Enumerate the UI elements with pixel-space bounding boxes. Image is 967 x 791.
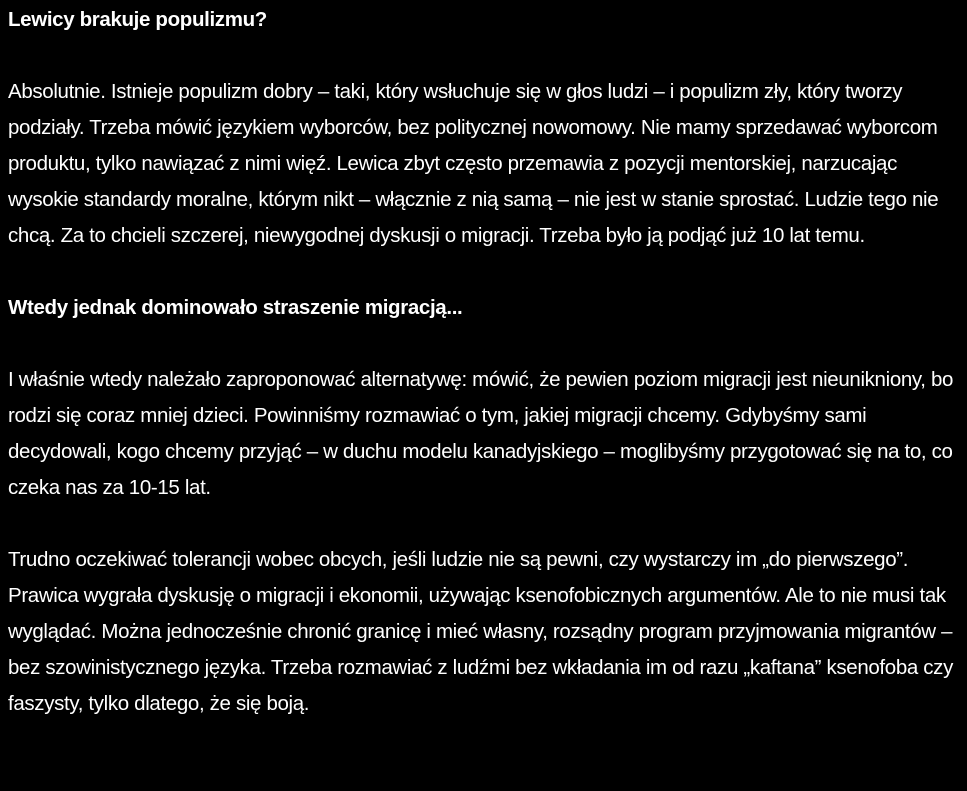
article-body xyxy=(8,0,960,758)
interview-question: Lewicy brakuje populizmu? xyxy=(8,8,267,31)
interview-answer: Trudno oczekiwać tolerancji wobec obcych, jeśli ludzie nie są pewni, czy wystarczy im „do pierwszego”. Prawica wygrała dyskusję o migracji i ekonomii, używając ksenofobicznych argumentów. Ale to nie musi tak wyglądać. Można jednocześnie chronić granicę i mieć własny, rozsądny program przyjmowania migrantów – bez szowinistycznego języka. Trzeba rozmawiać z ludźmi bez wkładania im od razu „kaftana” ksenofoba czy faszysty, tylko dlatego, że się boją. xyxy=(8,548,953,715)
interview-question: Wtedy jednak dominowało straszenie migracją... xyxy=(8,296,463,319)
interview-answer: Absolutnie. Istnieje populizm dobry – taki, który wsłuchuje się w głos ludzi – i populizm zły, który tworzy podziały. Trzeba mówić językiem wyborców, bez politycznej nowomowy. Nie mamy sprzedawać wyborcom produktu, tylko nawiązać z nimi więź. Lewica zbyt często przemawia z pozycji mentorskiej, narzucając wysokie standardy moralne, którym nikt – włącznie z nią samą – nie jest w stanie sprostać. Ludzie tego nie chcą. Za to chcieli szczerej, niewygodnej dyskusji o migracji. Trzeba było ją podjąć już 10 lat temu. xyxy=(8,80,939,247)
interview-answer: I właśnie wtedy należało zaproponować alternatywę: mówić, że pewien poziom migracji jest nieunikniony, bo rodzi się coraz mniej dzieci. Powinniśmy rozmawiać o tym, jakiej migracji chcemy. Gdybyśmy sami decydowali, kogo chcemy przyjąć – w duchu modelu kanadyjskiego – moglibyśmy przygotować się na to, co czeka nas za 10-15 lat. xyxy=(8,368,954,499)
